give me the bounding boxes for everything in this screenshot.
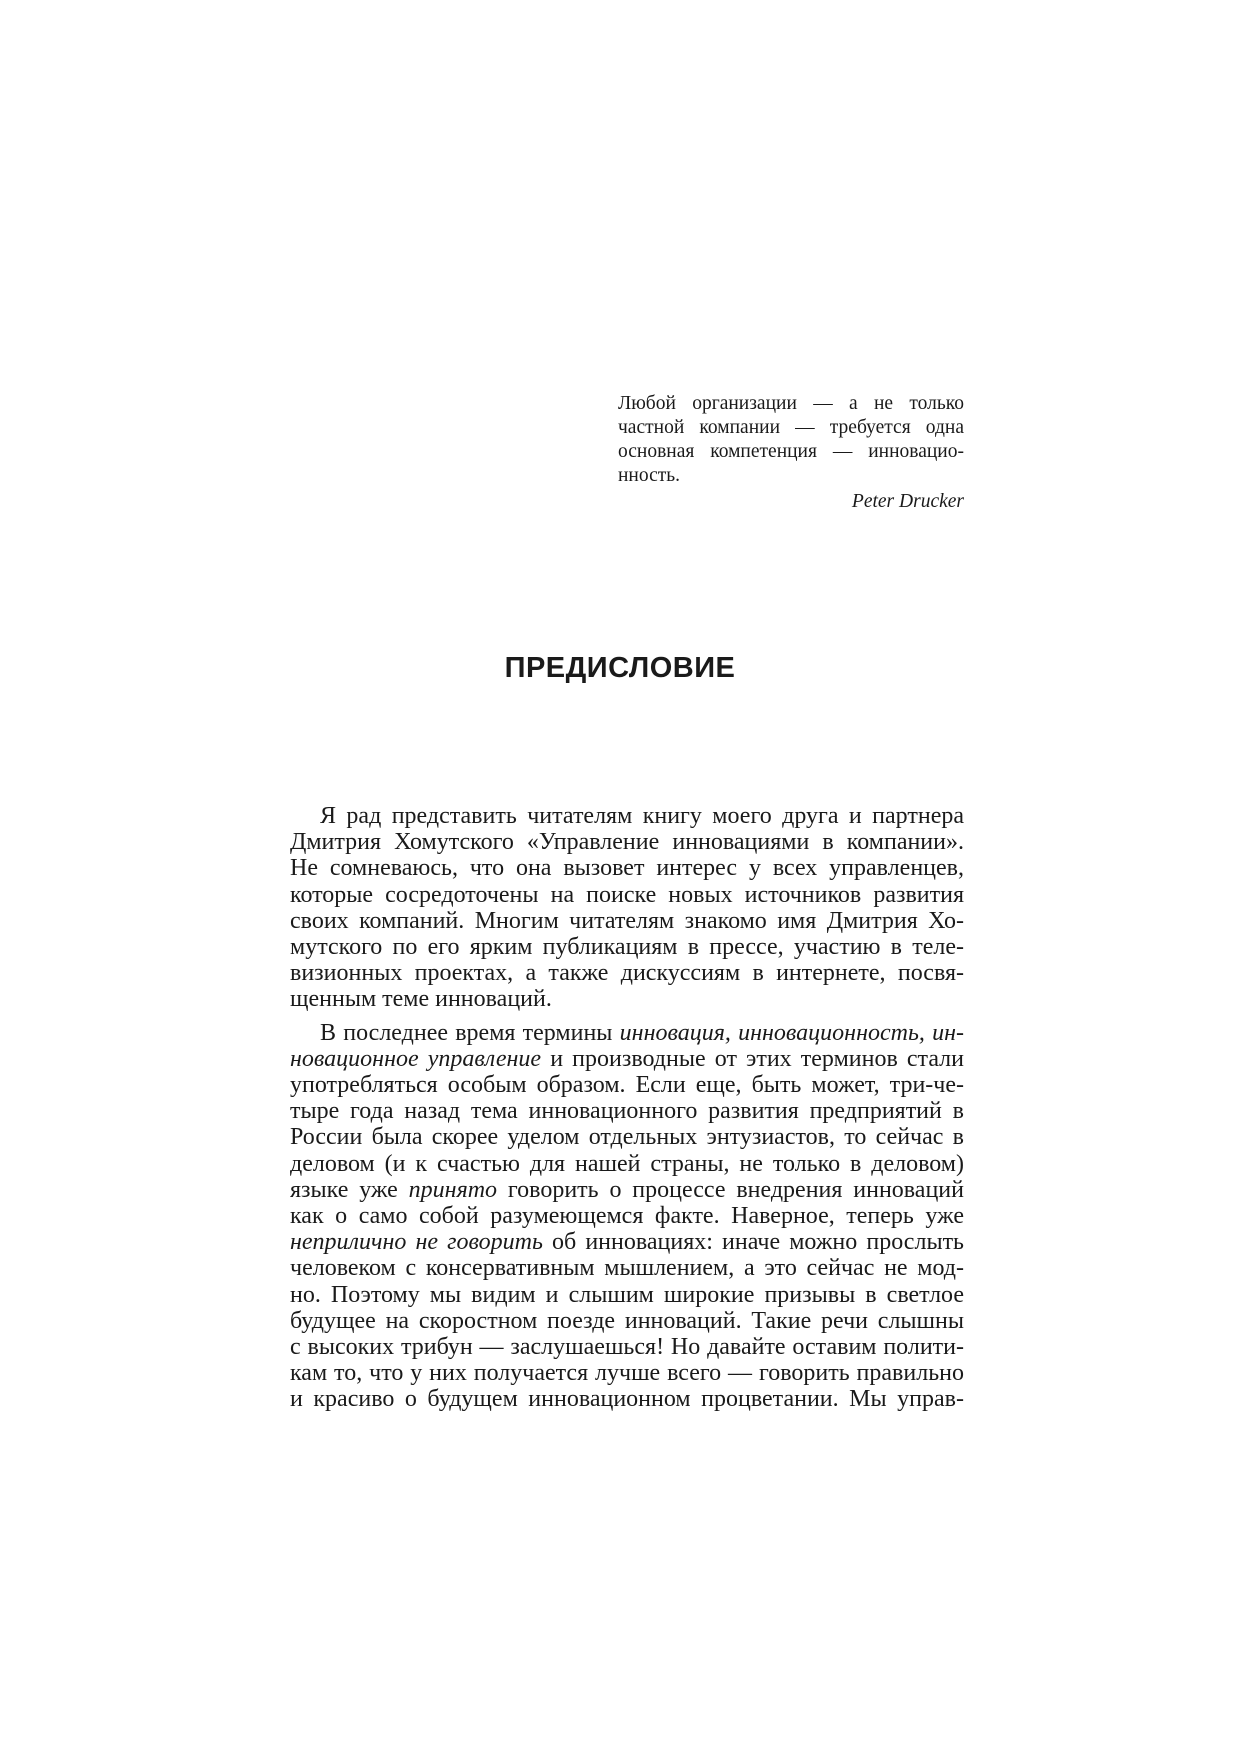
- chapter-title: ПРЕДИСЛОВИЕ: [504, 652, 736, 684]
- text-line: тыре года назад тема инновационного развития предприятий в: [290, 1098, 964, 1125]
- text-line: которые сосредоточены на поиске новых источников развития: [290, 881, 964, 908]
- text-line: но. Поэтому мы видим и слышим широкие призывы в светлое: [290, 1281, 964, 1308]
- text-line: Я рад представить читателям книгу моего друга и партнера: [320, 803, 964, 829]
- text-line: деловом (и к счастью для нашей страны, не только в деловом): [290, 1150, 964, 1177]
- epigraph: [618, 392, 964, 514]
- text-line: мутского по его ярким публикациям в прессе, участию в теле-: [290, 934, 964, 961]
- body-text: [290, 803, 964, 1413]
- emphasis-text: неприлично не говорить: [290, 1229, 543, 1256]
- paragraph-2: [290, 1020, 964, 1413]
- text-line: России была скорее уделом отдельных энтузиастов, то сейчас в: [290, 1124, 964, 1151]
- paragraph-1: [290, 803, 964, 1013]
- text-run: языке уже: [290, 1176, 409, 1203]
- epigraph-line: частной компании — требуется одна: [618, 417, 964, 438]
- text-line: как о само собой разумеющемся факте. Наверное, теперь уже: [290, 1203, 964, 1230]
- text-line: щенным теме инноваций.: [290, 986, 552, 1013]
- text-line: и красиво о будущем инновационном процветании. Мы управ-: [290, 1386, 964, 1413]
- text-line: [290, 1020, 964, 1046]
- text-line: своих компаний. Многим читателям знакомо имя Дмитрия Хо-: [290, 907, 964, 934]
- text-line: Дмитрия Хомутского «Управление инновациями в компании».: [290, 829, 964, 856]
- epigraph-line: нность.: [618, 465, 681, 486]
- text-run: и производные от этих терминов стали: [541, 1045, 965, 1072]
- emphasis-text: принято: [408, 1176, 498, 1203]
- text-line: с высоких трибун — заслушаешься! Но давайте оставим полити-: [290, 1334, 964, 1361]
- epigraph-line: основная компетенция — инновацио-: [618, 441, 964, 462]
- text-run: В последнее время термины: [320, 1019, 620, 1046]
- text-run: об инновациях: иначе можно прослыть: [542, 1229, 964, 1256]
- text-line: [290, 1046, 964, 1072]
- text-line: [290, 1177, 964, 1203]
- epigraph-author: Peter Drucker: [851, 491, 964, 512]
- text-line: употребляться особым образом. Если еще, быть может, три-че-: [290, 1072, 964, 1099]
- text-line: будущее на скоростном поезде инноваций. Такие речи слышны: [290, 1307, 964, 1334]
- text-line: человеком с консервативным мышлением, а это сейчас не мод-: [290, 1255, 964, 1282]
- epigraph-line: Любой организации — а не только: [618, 393, 964, 414]
- emphasis-text: новационное управление: [290, 1045, 542, 1072]
- text-line: визионных проектах, а также дискуссиям в интернете, посвя-: [290, 960, 964, 987]
- text-line: Не сомневаюсь, что она вызовет интерес у всех управленцев,: [290, 855, 964, 882]
- paragraph-gap: [290, 1013, 964, 1020]
- text-line: кам то, что у них получается лучше всего — говорить правильно: [290, 1360, 964, 1387]
- emphasis-text: инновация, инновационность, ин-: [619, 1019, 965, 1046]
- text-run: говорить о процессе внедрения инноваций: [497, 1176, 964, 1203]
- text-line: [290, 1229, 964, 1255]
